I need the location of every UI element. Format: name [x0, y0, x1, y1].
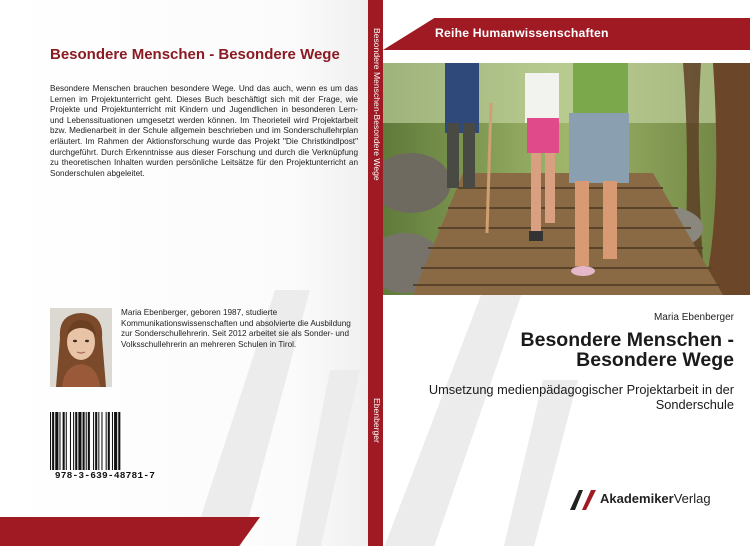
author-bio: Maria Ebenberger, geboren 1987, studierte Kommunikationswissenschaften und absolvierte die Ausbildung zur Sonderschullehrerin. Seit 2012 arbeitet sie als Sonder- und Volksschullehrerin an mehreren Schulen in Tirol. — [121, 308, 351, 349]
back-cover — [0, 0, 368, 546]
author-photo — [50, 308, 112, 387]
front-subtitle: Umsetzung medienpädagogischer Projektarbeit in der Sonderschule — [428, 382, 734, 412]
front-author: Maria Ebenberger — [653, 312, 734, 323]
publisher-name-prefix: Akademiker — [600, 491, 674, 506]
publisher-name-suffix: Verlag — [673, 491, 711, 506]
front-cover — [383, 0, 750, 546]
front-title: Besondere Menschen - Besondere Wege — [520, 329, 734, 371]
spine-title: Besondere Menschen-Besondere Wege — [372, 28, 382, 181]
book-description: Besondere Menschen brauchen besondere Wege. Und das auch, wenn es um das Lernen im Projektunterricht geht. Dieses Buch beschäftigt sich mit der Frage, wie Projekte und Projektunterricht mit Kindern und Jugendlichen in besonderen Lern- und Lebenssituationen umgesetzt werden können. Im Theorieteil wird Projektarbeit bzw. Medienarbeit in der Schule allgemein beschrieben und im Sonderschullehrplan erläutert. Im Rahmen der Aktionsforschung wurde das Projekt "Die Christkindlpost" durchgeführt. Durch Erkenntnisse aus dieser Forschung und durch die Verknüpfung zu theoretischen Inhalten wurden persönliche Leitsätze für den Projektunterricht an Sonderschulen abgeleitet. — [50, 84, 358, 178]
spine-author: Ebenberger — [372, 398, 382, 443]
watermark-av-logo-back — [180, 250, 368, 546]
publisher-logo — [570, 486, 730, 514]
back-footer-bar — [0, 517, 260, 546]
publisher-name — [600, 491, 711, 506]
publisher-av-icon — [570, 490, 596, 510]
cover-photo — [383, 63, 750, 295]
spine — [368, 0, 383, 546]
series-label: Reihe Humanwissenschaften — [435, 26, 609, 40]
back-title: Besondere Menschen - Besondere Wege — [50, 46, 340, 63]
barcode — [50, 412, 160, 470]
isbn-number: 978-3-639-48781-7 — [54, 470, 156, 481]
